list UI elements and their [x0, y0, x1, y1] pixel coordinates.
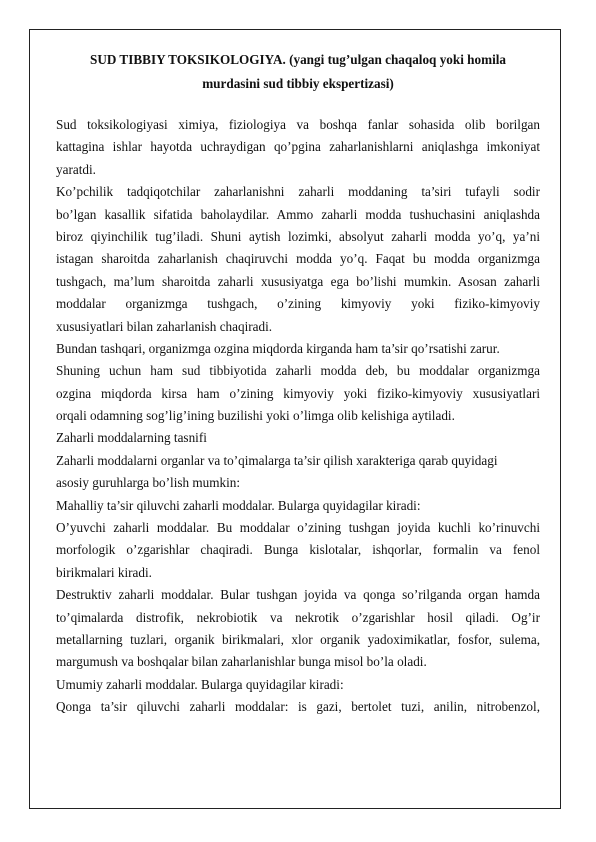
text-line: morfologik o’zgarishlar chaqiradi. Bunga kislotalar, ishqorlar, formalin va fenol [56, 542, 540, 558]
text-line: orqali odamning sog’lig’ining buzilishi yoki o’limga olib kelishiga aytiladi. [56, 408, 455, 424]
text-line: kattagina ishlar hayotda uchraydigan qo’pgina zaharlanishlarni aniqlashga imkoniyat [56, 139, 540, 155]
text-line: Bundan tashqari, organizmga ozgina miqdorda kirganda ham ta’sir qo’rsatishi zarur. [56, 340, 500, 356]
text-line: Zaharli moddalarning tasnifi [56, 430, 207, 446]
text-line: Ko’pchilik tadqiqotchilar zaharlanishni zaharli moddaning ta’siri tufayli sodir [56, 184, 540, 200]
text-line: birikmalari kiradi. [56, 564, 152, 580]
text-line: moddalar organizmga tushgach, o’zining kimyoviy yoki fiziko-kimyoviy [56, 296, 540, 312]
text-line: Sud toksikologiyasi ximiya, fiziologiya va boshqa fanlar sohasida olib borilgan [56, 117, 540, 132]
text-line: metallarning tuzlari, organik birikmalari, xlor organik yadoximikatlar, fosfor, sulema, [56, 631, 540, 647]
text-line: Zaharli moddalarni organlar va to’qimalarga ta’sir qilish xarakteriga qarab quyidagi [56, 452, 498, 468]
text-line: yaratdi. [56, 161, 96, 177]
text-line: asosiy guruhlarga bo’lish mumkin: [56, 475, 241, 491]
text-line: Umumiy zaharli moddalar. Bularga quyidagilar kiradi: [56, 676, 344, 692]
text-line: margumush va boshqalar bilan zaharlanishlar bunga misol bo’la oladi. [56, 654, 427, 670]
text-line: ozgina miqdorda kirsa ham o’zining kimyoviy yoki fiziko-kimyoviy xususiyatlari [56, 385, 540, 401]
text-line: tushgach, ma’lum sharoitda zaharli xususiyatga ega bo’lishi mumkin. Asosan zaharli [56, 273, 540, 289]
text-line: Mahalliy ta’sir qiluvchi zaharli moddalar. Bularga quyidagilar kiradi: [56, 497, 421, 513]
text-lines [56, 114, 540, 719]
text-line: biroz qiyinchilik tug’iladi. Shuni aytish lozimki, absolyut zaharli modda yo’q, ya’ni [56, 228, 540, 244]
text-line: xususiyatlari bilan zaharlanish chaqiradi. [56, 318, 273, 334]
text-line: bo’lgan kasallik sifatida baholaydilar. Ammo zaharli modda tushuchasini aniqlashda [56, 206, 540, 222]
text-line: Shuning uchun ham sud tibbiyotida zaharli modda deb, bu moddalar organizmga [56, 363, 540, 379]
title-line-2: murdasini sud tibbiy ekspertizasi) [202, 76, 394, 91]
text-line: to’qimalarda distrofik, nekrobiotik va nekrotik o’zgarishlar hosil qiladi. Og’ir [56, 609, 540, 625]
document-title [56, 48, 540, 96]
text-line: istagan sharoitda zaharlanish chaqiruvchi modda yo’q. Faqat bu modda organizmga [56, 251, 540, 267]
text-line: Destruktiv zaharli moddalar. Bular tushgan joyida va qonga so’rilganda organ hamda [56, 587, 540, 603]
document-body [56, 48, 540, 719]
text-line: Qonga ta’sir qiluvchi zaharli moddalar: is gazi, bertolet tuzi, anilin, nitrobenzol, [56, 699, 540, 715]
text-line: O’yuvchi zaharli moddalar. Bu moddalar o’zining tushgan joyida kuchli ko’rinuvchi [56, 520, 540, 536]
title-line-1: SUD TIBBIY TOKSIKOLOGIYA. (yangi tug’ulgan chaqaloq yoki homila [89, 52, 507, 67]
